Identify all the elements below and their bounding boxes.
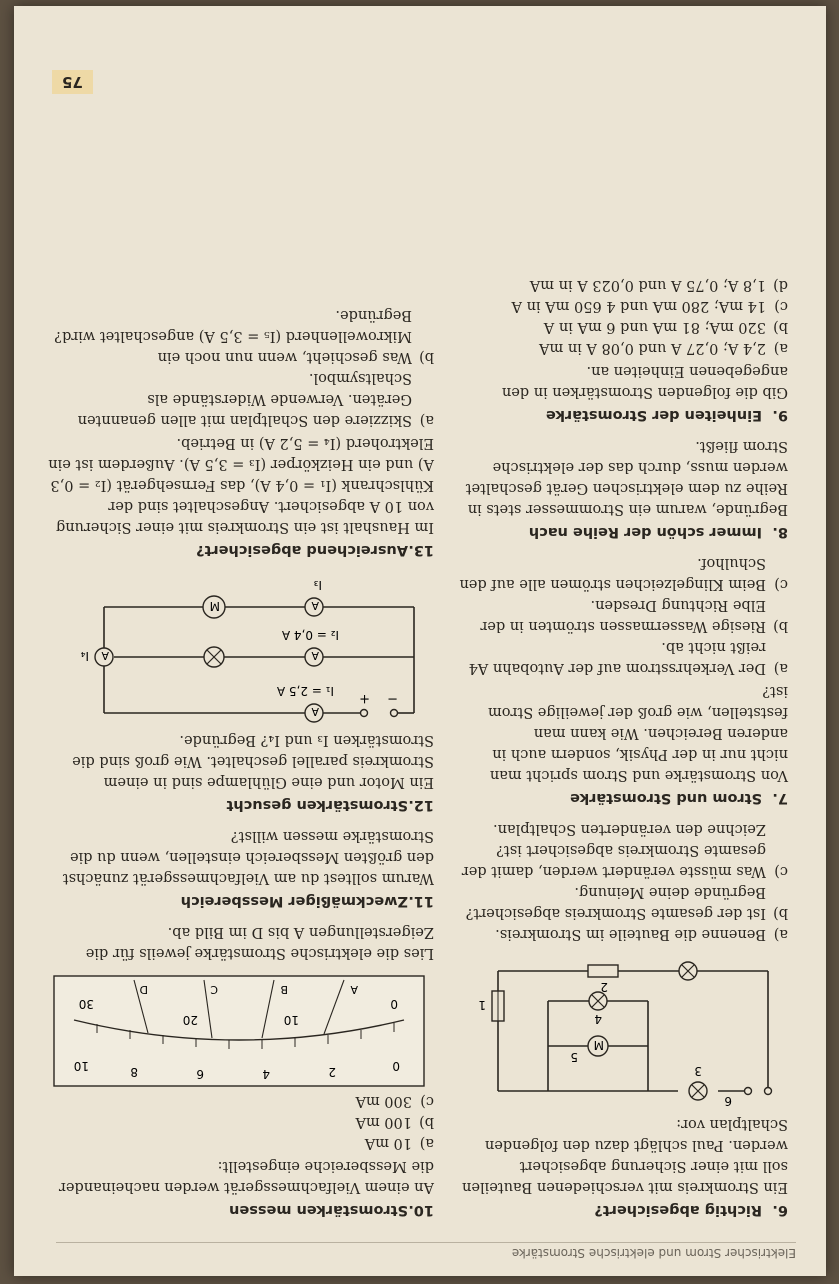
item-text: 320 mA; 81 mA und 6 mA in A (543, 319, 766, 335)
item-label: a) (773, 660, 788, 676)
circuit6-label-1: 1 (478, 998, 486, 1012)
exercise-9-intro: Gib die folgenden Stromstärken in den angegebenen Einheiten an. (501, 363, 788, 400)
scale-bottom-10: 10 (283, 1013, 299, 1027)
circuit6-label-5: 5 (570, 1050, 578, 1064)
exercise-11-intro: Warum solltest du am Vielfachmessgerät zunächst den größten Messbereich einstellen, wenn du die Stromstärke messen willst? (62, 828, 434, 886)
exercise-10 (44, 921, 434, 1220)
circuit-diagram-6 (458, 951, 788, 1111)
exercise-8-heading (458, 521, 788, 542)
exercise-6-item-b (458, 881, 788, 923)
item-text: 14 mA; 280 mA und 4 650 mA in A (511, 298, 766, 314)
item-text: Benenne die Bauteile im Stromkreis. (495, 926, 766, 942)
circuit12-i3: I₃ (313, 578, 322, 592)
exercise-9-heading (458, 404, 788, 425)
circuit12-ammeter-1: A (311, 705, 319, 718)
exercise-8-intro: Begründe, warum ein Strommesser stets in Reihe zu dem elektrischen Gerät geschaltet werden muss, durch das der elektrische Strom fließt. (465, 438, 788, 517)
pointer-a: A (350, 983, 358, 996)
item-label: c) (774, 298, 788, 314)
scale-top-0: 0 (392, 1059, 400, 1073)
exercise-11-number: 11. (408, 893, 434, 909)
page-number: 75 (52, 70, 93, 94)
exercise-11-title: Zweckmäßiger Messbereich (180, 893, 408, 909)
exercise-13-item-a (44, 367, 434, 430)
exercise-8-number: 8. (772, 524, 788, 540)
exercise-9-item-b (458, 316, 788, 337)
circuit12-minus: − (387, 691, 398, 706)
circuit12-ammeter-2: A (311, 649, 319, 662)
circuit6-label-3: 3 (694, 1064, 702, 1078)
scale-bottom-0: 0 (390, 997, 398, 1011)
exercise-7-number: 7. (772, 790, 788, 806)
item-label: b) (773, 319, 788, 335)
item-text: Riesige Wassermassen strömten in der Elbe Richtung Dresden. (480, 597, 766, 634)
item-text: Skizziere den Schaltplan mit allen genannten Geräten. Verwende Widerstände als Schaltsymbol. (77, 370, 412, 428)
page-content (14, 6, 826, 1276)
exercise-10-item-a (44, 1132, 434, 1153)
exercise-6 (458, 818, 788, 1220)
item-text: 1,8 A; 0,75 A und 0,023 A in mA (529, 277, 766, 293)
exercise-12-intro: Ein Motor und eine Glühlampe sind in einem Stromkreis parallel geschaltet. Wie groß sind die Stromstärken I₃ und I₄? Begründe. (72, 732, 434, 790)
circuit12-ammeter-4: A (101, 649, 109, 662)
exercise-10-task: Lies die elektrische Stromstärke jeweils für die Zeigerstellungen A bis D im Bild ab. (85, 924, 434, 961)
exercise-9-title: Einheiten der Stromstärke (545, 407, 762, 423)
circuit12-ammeter-3: A (311, 599, 319, 612)
exercise-7-intro: Von Stromstärke und Strom spricht man nicht nur in der Physik, sondern auch in anderen Bereichen. Wie kann man feststellen, wie groß der jeweilige Strom ist? (488, 683, 788, 783)
item-label: c) (420, 1093, 434, 1109)
exercise-11-heading (44, 890, 434, 911)
scale-bottom-20: 20 (182, 1013, 198, 1027)
book-page (14, 6, 826, 1276)
running-head: Elektrischer Strom und elektrische Stromstärke (56, 1242, 796, 1260)
exercise-6-title: Richtig abgesichert? (594, 1202, 762, 1218)
exercise-9-item-c (458, 295, 788, 316)
item-label: a) (773, 340, 788, 356)
exercise-10-intro: An einem Vielfachmessgerät werden nacheinander die Messbereiche eingestellt: (58, 1158, 434, 1195)
pointer-d: D (139, 983, 148, 996)
exercise-13 (44, 304, 434, 560)
exercise-7-title: Strom und Stromstärke (570, 790, 762, 806)
item-label: b) (773, 618, 788, 634)
scale-bottom-30: 30 (78, 997, 94, 1011)
exercise-13-number: 13. (408, 542, 434, 558)
item-text: 300 mA (355, 1093, 412, 1109)
item-text: 10 mA (364, 1135, 412, 1151)
exercise-10-title: Stromstärken messen (229, 1202, 408, 1218)
exercise-9 (458, 274, 788, 425)
exercise-10-number: 10. (408, 1202, 434, 1218)
exercise-7-item-b (458, 594, 788, 636)
exercise-12-heading (44, 794, 434, 815)
item-text: 100 mA (355, 1114, 412, 1130)
exercise-11 (44, 825, 434, 911)
item-label: c) (774, 863, 788, 879)
exercise-6-item-a (458, 923, 788, 944)
exercise-10-heading (44, 1199, 434, 1220)
pointer-b: B (280, 983, 288, 996)
item-text: Ist der gesamte Stromkreis abgesichert? Begründe deine Meinung. (465, 884, 766, 921)
circuit-diagram-12 (44, 577, 434, 727)
scale-top-8: 8 (130, 1065, 138, 1079)
circuit12-plus: + (359, 691, 370, 706)
circuit6-motor-symbol: M (593, 1038, 604, 1052)
scale-top-2: 2 (328, 1065, 336, 1079)
exercise-10-item-b (44, 1111, 434, 1132)
scale-top-10: 10 (73, 1059, 89, 1073)
scale-top-4: 4 (262, 1067, 270, 1081)
exercise-13-item-b (44, 304, 434, 367)
circuit12-i4: I₄ (80, 649, 89, 663)
circuit6-battery-label: 6 (724, 1094, 732, 1108)
exercise-8 (458, 435, 788, 542)
exercise-7-item-c (458, 552, 788, 594)
exercise-13-title: Ausreichend abgesichert? (196, 542, 408, 558)
exercise-6-item-c (458, 818, 788, 881)
circuit12-motor: M (209, 599, 220, 613)
exercise-10-item-c (44, 1090, 434, 1111)
item-text: 2,4 A; 0,27 A und 0,08 A in mA (539, 340, 766, 356)
item-text: Der Verkehrsstrom auf der Autobahn A4 reißt nicht ab. (468, 639, 766, 676)
exercise-12-number: 12. (408, 797, 434, 813)
item-text: Beim Klingelzeichen strömen alle auf den Schulhof. (459, 555, 766, 592)
exercise-8-title: Immer schön der Reihe nach (528, 524, 762, 540)
exercise-6-intro: Ein Stromkreis mit verschiedenen Bauteilen soll mit einer Sicherung abgesichert werden. Paul schlägt dazu den folgenden Schaltplan vor: (462, 1116, 788, 1195)
exercise-13-intro: Im Haushalt ist ein Stromkreis mit einer Sicherung von 10 A abgesichert. Angeschaltet sind der Kühlschrank (I₁ = 0,4 A), das Fernsehgerät (I₂ = 0,3 A) und ein Heizkörper (I₃ = 3,5 A). Außerdem ist ein Elektroherd (I₄ = 5,2 A) in Betrieb. (48, 435, 434, 535)
circuit12-i1: I₁ = 2,5 A (276, 684, 334, 698)
item-label: c) (774, 576, 788, 592)
item-label: b) (419, 349, 434, 365)
item-label: d) (773, 277, 788, 293)
item-label: b) (419, 1114, 434, 1130)
item-label: a) (419, 412, 434, 428)
item-label: a) (419, 1135, 434, 1151)
exercise-12 (44, 570, 434, 815)
right-column (44, 294, 434, 1220)
circuit12-i2: I₂ = 0,4 A (281, 628, 339, 642)
exercise-12-title: Stromstärken gesucht (226, 797, 408, 813)
exercise-9-number: 9. (772, 407, 788, 423)
pointer-c: C (210, 983, 218, 996)
left-column (458, 264, 788, 1220)
exercise-6-heading (458, 1199, 788, 1220)
exercise-9-item-a (458, 337, 788, 358)
exercise-7-item-a (458, 636, 788, 678)
exercise-13-heading (44, 539, 434, 560)
circuit6-label-4: 4 (594, 1012, 602, 1026)
item-label: b) (773, 905, 788, 921)
scale-top-6: 6 (196, 1067, 204, 1081)
item-text: Was müsste verändert werden, damit der gesamte Stromkreis abgesichert ist? Zeichne den veränderten Schaltplan. (461, 821, 766, 879)
exercise-7 (458, 552, 788, 808)
meter-scale (44, 970, 434, 1090)
item-label: a) (773, 926, 788, 942)
exercise-9-item-d (458, 274, 788, 295)
item-text: Was geschieht, wenn nun noch ein Mikrowellenherd (I₅ = 3,5 A) angeschaltet wird? Begründe. (54, 307, 412, 365)
circuit6-label-2: 2 (600, 980, 608, 994)
exercise-7-heading (458, 787, 788, 808)
exercise-6-number: 6. (772, 1202, 788, 1218)
